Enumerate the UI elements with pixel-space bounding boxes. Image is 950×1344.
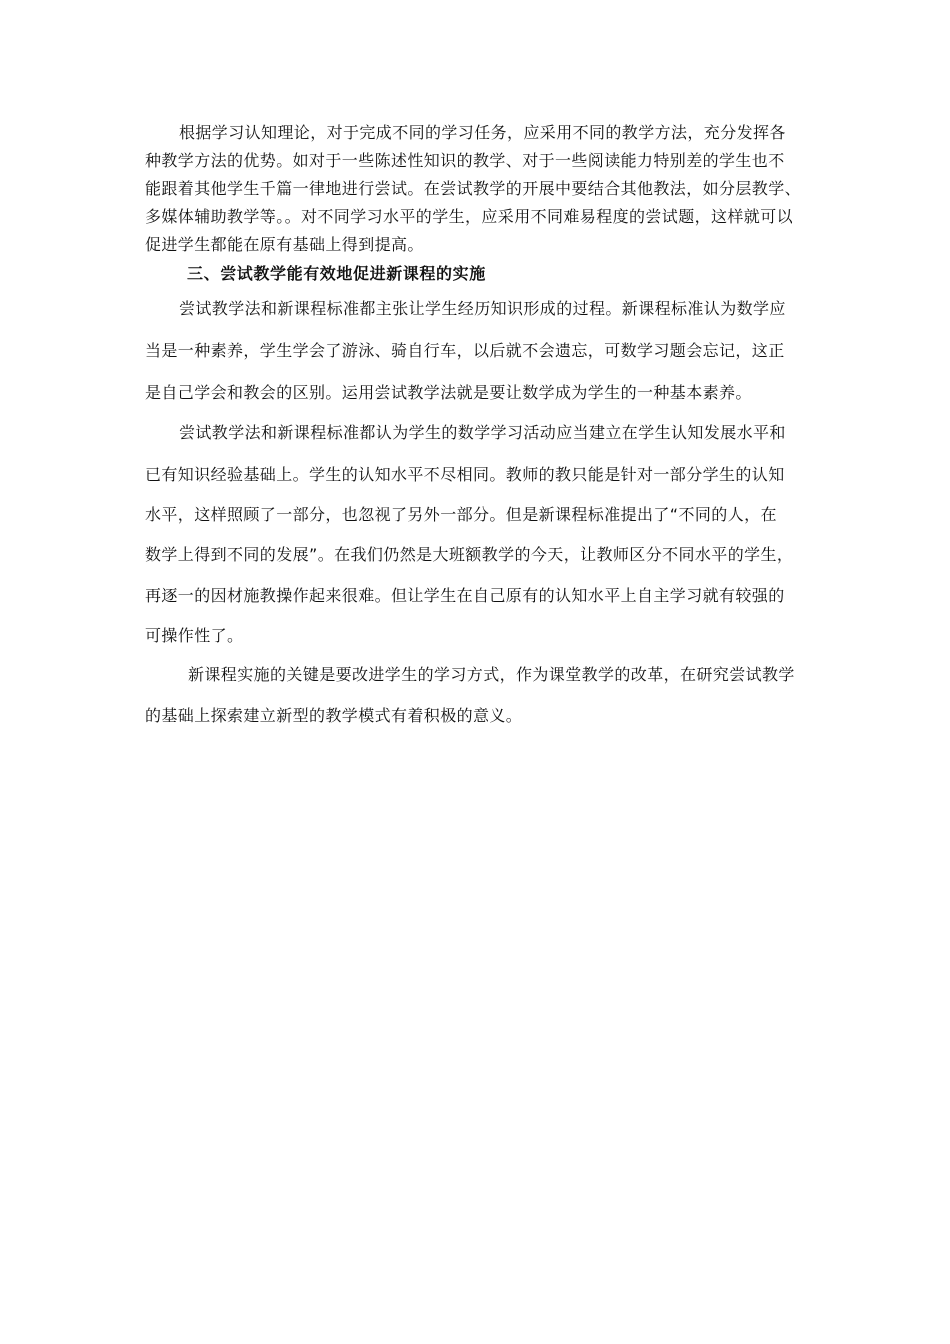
paragraph-4-line-1: 新课程实施的关键是要改进学生的学习方式，作为课堂教学的改革，在研究尝试教学 — [188, 665, 795, 684]
paragraph-1-line-5: 促进学生都能在原有基础上得到提高。 — [145, 235, 424, 254]
section-heading: 三、尝试教学能有效地促进新课程的实施 — [187, 264, 486, 283]
paragraph-2-line-3: 是自己学会和教会的区别。运用尝试教学法就是要让数学成为学生的一种基本素养。 — [145, 383, 752, 402]
paragraph-3-line-5: 再逐一的因材施教操作起来很难。但让学生在自己原有的认知水平上自主学习就有较强的 — [145, 586, 785, 605]
paragraph-2-line-2: 当是一种素养，学生学会了游泳、骑自行车，以后就不会遗忘，可数学习题会忘记，这正 — [145, 341, 785, 360]
paragraph-2-line-1: 尝试教学法和新课程标准都主张让学生经历知识形成的过程。新课程标准认为数学应 — [179, 299, 786, 318]
paragraph-3-line-1: 尝试教学法和新课程标准都认为学生的数学学习活动应当建立在学生认知发展水平和 — [179, 423, 786, 442]
paragraph-3-line-2: 已有知识经验基础上。学生的认知水平不尽相同。教师的教只能是针对一部分学生的认知 — [145, 465, 785, 484]
paragraph-3-line-6: 可操作性了。 — [145, 626, 244, 645]
paragraph-4-line-2: 的基础上探索建立新型的教学模式有着积极的意义。 — [145, 706, 523, 725]
paragraph-1-line-3: 能跟着其他学生千篇一律地进行尝试。在尝试教学的开展中要结合其他教法，如分层教学、 — [145, 179, 802, 198]
paragraph-1-line-1: 根据学习认知理论，对于完成不同的学习任务，应采用不同的教学方法，充分发挥各 — [179, 123, 786, 142]
paragraph-3-line-3: 水平，这样照顾了一部分，也忽视了另外一部分。但是新课程标准提出了“不同的人，在 — [145, 505, 777, 524]
paragraph-1-line-2: 种教学方法的优势。如对于一些陈述性知识的教学、对于一些阅读能力特别差的学生也不 — [145, 151, 785, 170]
paragraph-1-line-4: 多媒体辅助教学等。。对不同学习水平的学生，应采用不同难易程度的尝试题，这样就可以 — [145, 207, 794, 226]
paragraph-3-line-4: 数学上得到不同的发展”。在我们仍然是大班额教学的今天，让教师区分不同水平的学生， — [145, 545, 794, 564]
